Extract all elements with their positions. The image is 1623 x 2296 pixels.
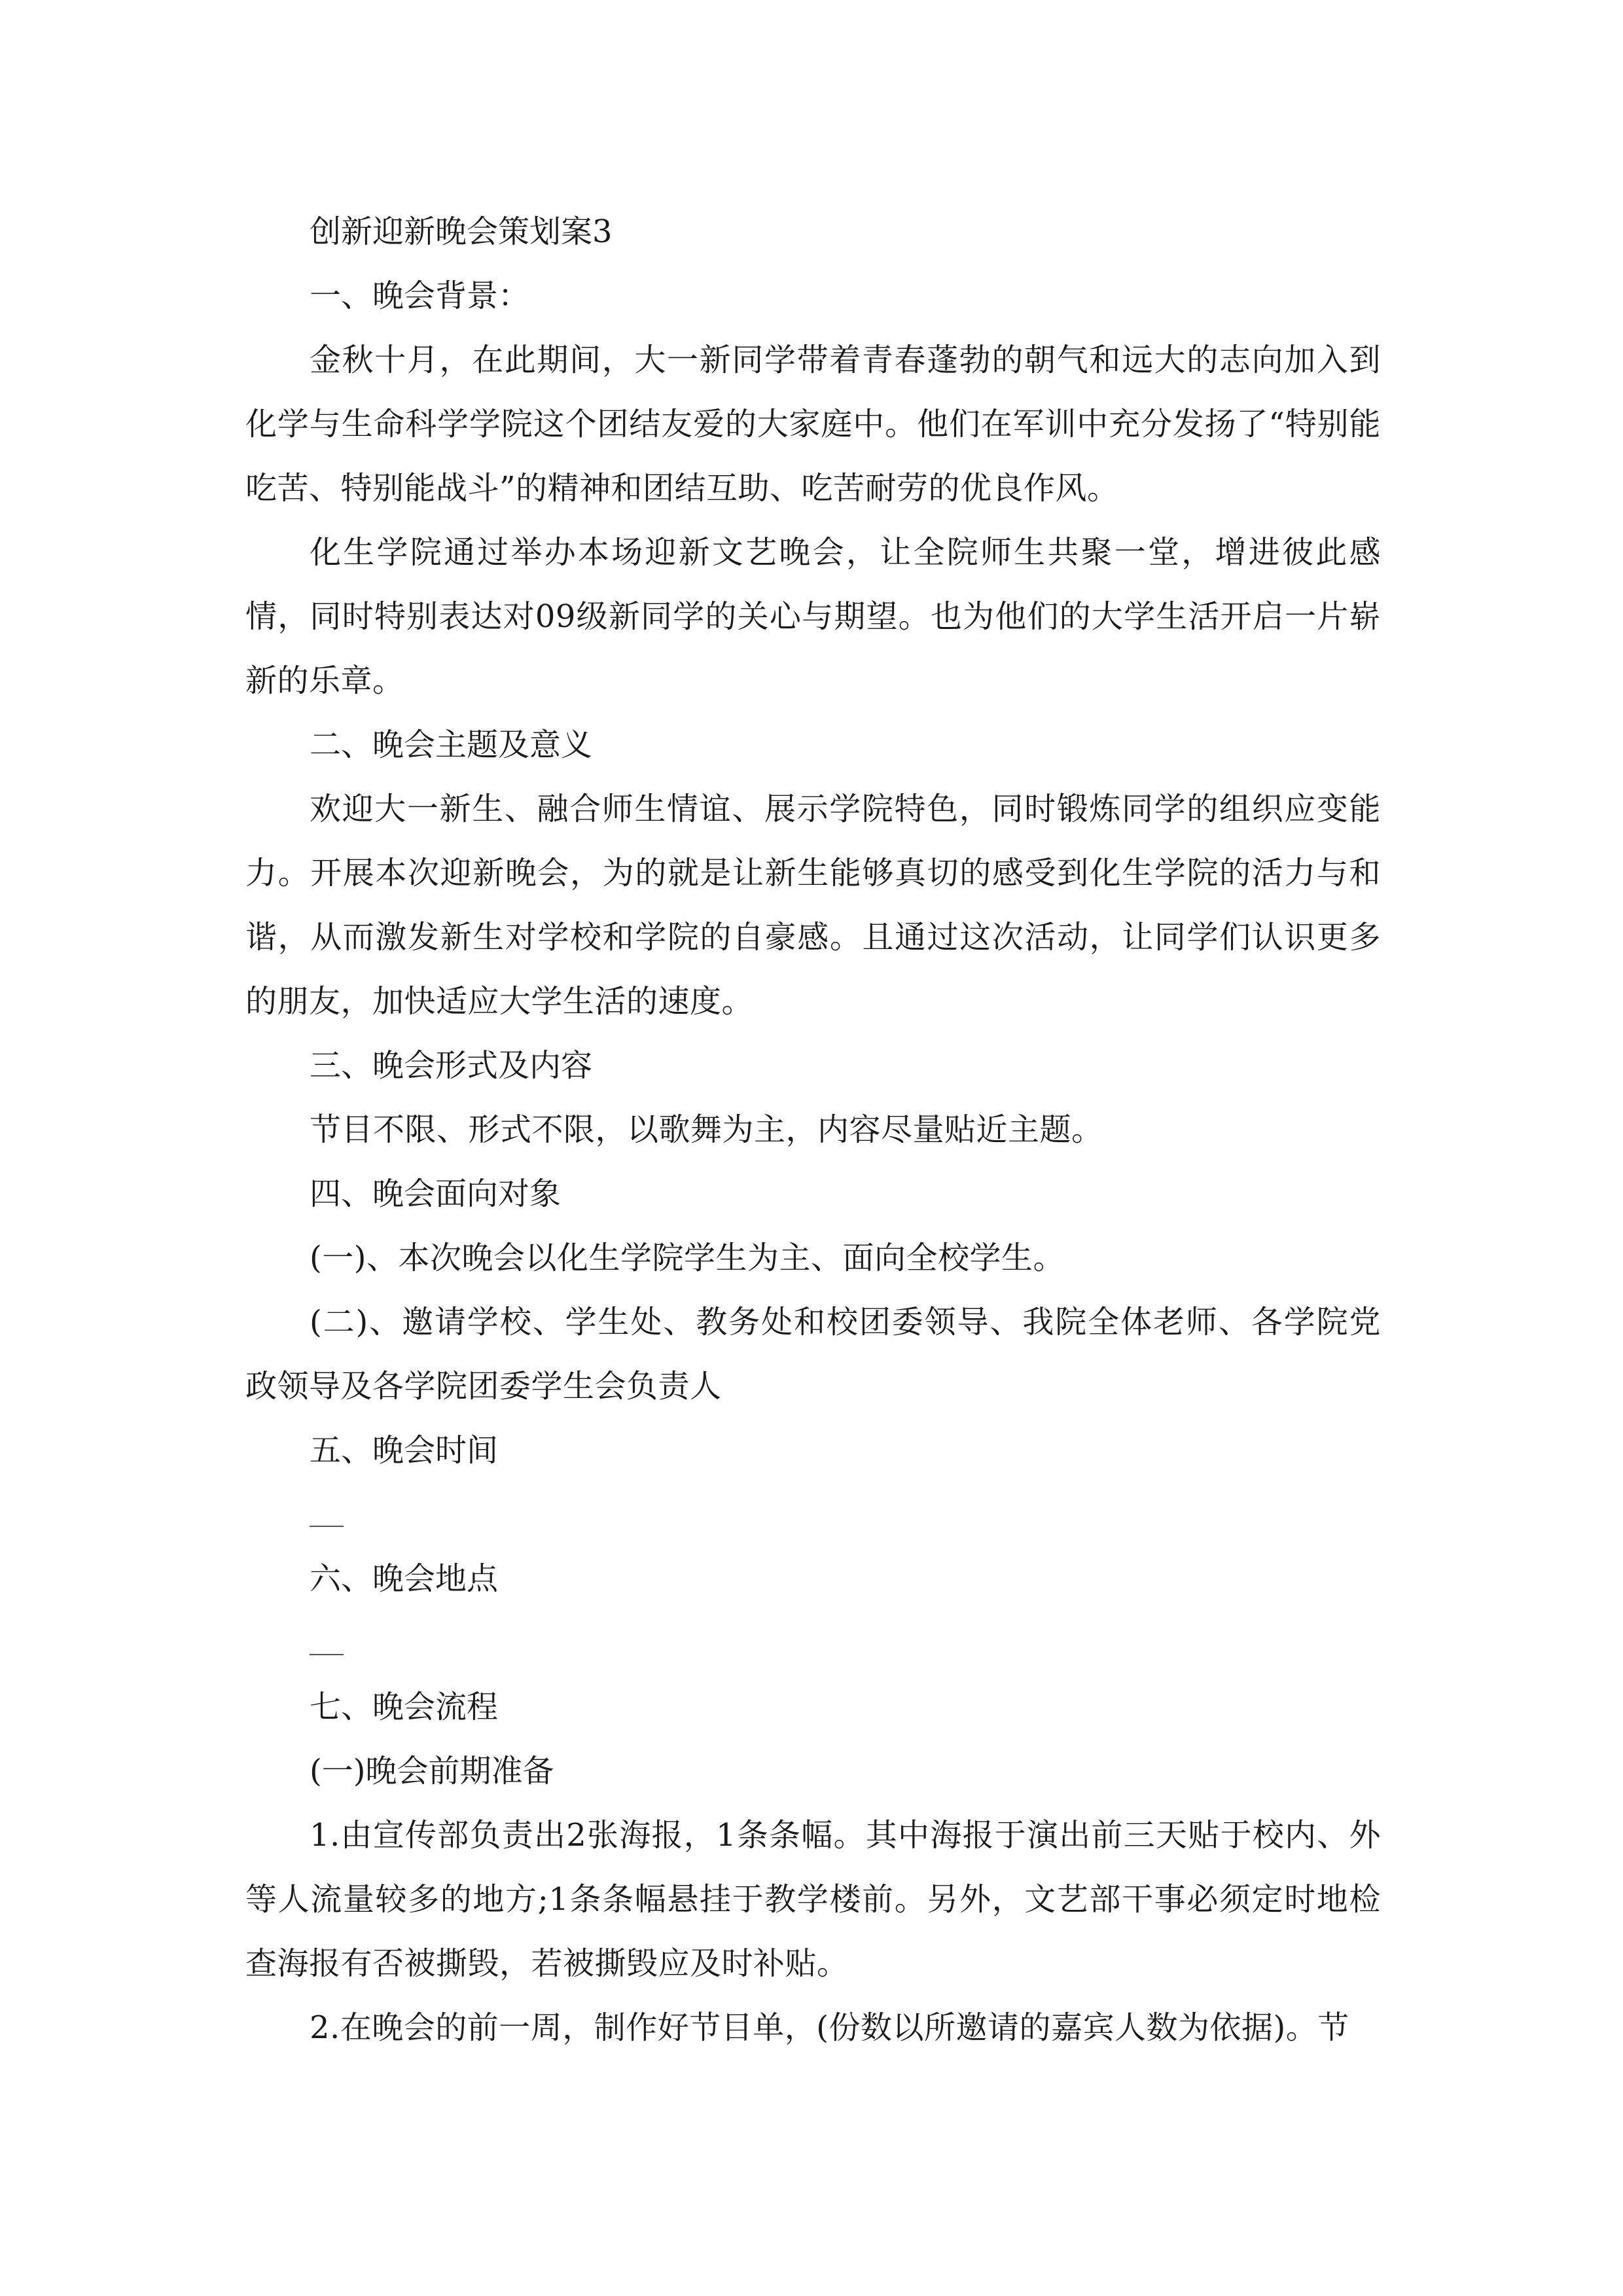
section-heading-theme: 二、晚会主题及意义 xyxy=(310,726,593,763)
paragraph-background-1: 金秋十月，在此期间，大一新同学带着青春蓬勃的朝气和远大的志向加入到化学与生命科学学院这个团结友爱的大家庭中。他们在军训中充分发扬了“特别能吃苦、特别能战斗”的精神和团结互助、吃苦耐劳的优良作风。 xyxy=(245,342,1381,507)
subsection-heading-preparation: (一)晚会前期准备 xyxy=(310,1753,554,1789)
section-heading-location: 六、晚会地点 xyxy=(310,1560,499,1597)
paragraph-format: 节目不限、形式不限，以歌舞为主，内容尽量贴近主题。 xyxy=(310,1111,1103,1148)
section-heading-process: 七、晚会流程 xyxy=(310,1689,499,1725)
time-blank xyxy=(245,1482,1381,1547)
paragraph-preparation-1: 1.由宣传部负责出2张海报，1条条幅。其中海报于演出前三天贴于校内、外等人流量较多的地方;1条条幅悬挂于教学楼前。另外，文艺部干事必须定时地检查海报有否被撕毁，若被撕毁应及时补贴。 xyxy=(245,1817,1381,1982)
document-body xyxy=(245,200,1381,2060)
paragraph-preparation-2: 2.在晚会的前一周，制作好节目单，(份数以所邀请的嘉宾人数为依据)。节 xyxy=(310,2009,1349,2046)
blank-rule xyxy=(310,1526,344,1527)
section-heading-audience: 四、晚会面向对象 xyxy=(310,1175,562,1212)
section-heading-format: 三、晚会形式及内容 xyxy=(310,1047,593,1084)
paragraph-theme: 欢迎大一新生、融合师生情谊、展示学院特色，同时锻炼同学的组织应变能力。开展本次迎新晚会，为的就是让新生能够真切的感受到化生学院的活力与和谐，从而激发新生对学校和学院的自豪感。且通过这次活动，让同学们认识更多的朋友，加快适应大学生活的速度。 xyxy=(245,791,1381,1020)
section-heading-background: 一、晚会背景： xyxy=(310,278,530,314)
blank-rule xyxy=(310,1654,344,1655)
paragraph-background-2: 化生学院通过举办本场迎新文艺晚会，让全院师生共聚一堂，增进彼此感情，同时特别表达对09级新同学的关心与期望。也为他们的大学生活开启一片崭新的乐章。 xyxy=(245,534,1381,699)
location-blank xyxy=(245,1611,1381,1675)
audience-item-1: (一)、本次晚会以化生学院学生为主、面向全校学生。 xyxy=(310,1240,1065,1276)
document-title: 创新迎新晚会策划案3 xyxy=(310,213,613,250)
section-heading-time: 五、晚会时间 xyxy=(310,1432,499,1469)
audience-item-2: (二)、邀请学校、学生处、教务处和校团委领导、我院全体老师、各学院党政领导及各学院团委学生会负责人 xyxy=(245,1304,1381,1405)
